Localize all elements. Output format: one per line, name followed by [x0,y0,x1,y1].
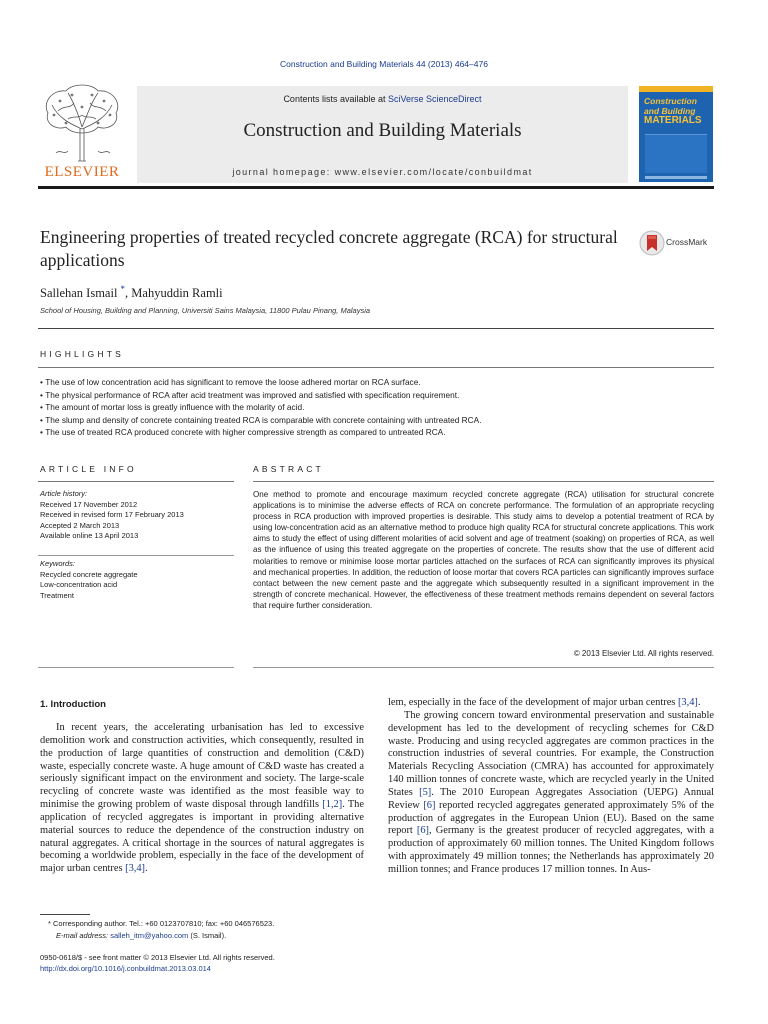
highlight-item: • The physical performance of RCA after acid treatment was improved and satisfied with specification requirement. [40,389,720,402]
intro-paragraph-1: In recent years, the accelerating urbanisation has led to excessive demolition work and construction activities, which consequently, resulted in the production of large quantities of construction and demolition (C&D) waste, especially concrete waste. A huge amount of C&D waste has created a seriously significant impact on the environment and society. The large-scale recycling of concrete waste was identified as the most feasible way to minimise the growing problem of waste disposal through landfills [1,2]. The application of recycled aggregates is important in providing alternative material sources to reduce the dependence of the construction industry on natural aggregates. A critical shortage in the sources of natural aggregates is becoming a worldwide problem, especially in the face of the development of major urban centres [3,4]. [40,722,364,875]
abstract-bottom-rule [253,667,714,668]
footnote-rule [40,914,90,915]
abstract-text: One method to promote and encourage maximum recycled concrete aggregate (RCA) utilisation for structural concrete applications is to minimise the adverse effects of RCA on concrete performance. The formulation of an appropriate recycling process in RCA production with improved properties is desirable. This study aims to develop a potential treatment of RCA by using low-concentration acid as an alternative method to produce high quality RCA for structural concrete applications. This work aims to study the effect of using different molarities of acid solvent and age of treatment (soaking) on properties of RCA, as well as the influence of using this treated aggregate on the properties of concrete. The results show that the use of different acid molarities to remove or minimise loose mortar particles attached on the surfaces of RCA can significantly improves its physical and mechanical properties. In addition, the reduction of loose mortar that covers RCA particles can significantly improves surface contact between the new cement paste and the aggregate which subsequently resulted in a significant improvement in the strength of concrete mechanical. However, the effectiveness of these treatment methods remains dependent on several factors that require further consideration. [253,490,714,610]
cover-body [645,134,707,173]
footnote-email: E-mail address: salleh_itm@yahoo.com (S. Ismail). [56,931,227,940]
keyword-item: Recycled concrete aggregate [40,569,138,579]
history-online: Available online 13 April 2013 [40,531,139,540]
cover-title-line: and Building [644,106,696,116]
abstract-rule [253,481,714,482]
cover-footer-bar [645,176,707,179]
journal-homepage[interactable]: journal homepage: www.elsevier.com/locate/conbuildmat [232,167,533,177]
cover-title [644,96,710,126]
keyword-item: Low-concentration acid [40,580,118,589]
journal-cover-image [639,86,713,182]
highlights-heading: HIGHLIGHTS [40,349,124,359]
email-link[interactable]: salleh_itm@yahoo.com [110,931,189,940]
highlights-list [40,376,720,439]
citation-link[interactable]: [3,4] [677,697,698,708]
abstract-heading: ABSTRACT [253,464,324,474]
highlight-item: • The slump and density of concrete containing treated RCA is comparable with concrete containing with untreated RCA. [40,414,720,427]
history-accepted: Accepted 2 March 2013 [40,520,120,530]
crossmark-icon [639,229,665,257]
section-heading-introduction: 1. Introduction [40,699,106,710]
keywords-block [40,559,236,601]
highlight-item: • The amount of mortar loss is greatly influence with the molarity of acid. [40,401,720,414]
article-history [40,489,236,542]
elsevier-logo [38,83,126,181]
journal-title: Construction and Building Materials [243,120,522,141]
citation-link[interactable]: [1,2] [322,799,343,811]
author-name[interactable]: Sallehan Ismail [40,286,118,301]
keywords-label: Keywords: [40,559,76,568]
cover-title-line: MATERIALS [644,115,702,126]
history-revised: Received in revised form 17 February 2013 [40,510,184,519]
issn-line: 0950-0618/$ - see front matter © 2013 Elsevier Ltd. All rights reserved. [40,953,275,962]
publisher-name: ELSEVIER [44,164,120,180]
sciencedirect-link[interactable]: SciVerse ScienceDirect [388,94,482,104]
cover-strip [639,86,713,92]
article-info-rule [38,481,234,482]
contents-line: Contents lists available at SciVerse ScienceDirect [283,94,482,104]
corresponding-author-mark[interactable]: * [120,284,126,294]
body-column-left [40,722,364,908]
header-divider [38,186,714,189]
abstract-copyright: © 2013 Elsevier Ltd. All rights reserved. [573,649,714,658]
crossmark-label: CrossMark [666,237,708,247]
highlight-item: • The use of low concentration acid has significant to remove the loose adhered mortar on RCA surface. [40,376,720,389]
intro-paragraph-1-tail: lem, especially in the face of the development of major urban centres [3,4]. [388,697,701,708]
cover-title-line: Construction [644,96,697,106]
citation-link[interactable]: [5] [419,786,432,798]
keyword-item: Treatment [40,590,74,600]
citation-link[interactable]: [6] [416,825,430,837]
highlights-rule [38,367,714,368]
citation-link[interactable]: [3,4] [125,863,146,875]
body-column-right-text [388,697,714,937]
history-label: Article history: [40,489,88,498]
footnote [40,918,380,942]
intro-paragraph-2: The growing concern toward environmental preservation and sustainable development has led to the development of recycling schemes for C&D waste. Producing and using recycled aggregates are common practices in the construction industries of several countries. For example, the Construction Materials Recycling Association (CMRA) has accounted for approximately 140 million tonnes of concrete waste, which are recycled yearly in the United States [5]. The 2010 European Aggregates Association (UEPG) Annual Review [6] reported recycled aggregates generated approximately 5% of the production of aggregates in the European Union (EU). Based on the same report [6], Germany is the greatest producer of recycled aggregates, with a production of approximately 60 million tonnes. The United Kingdom follows with approximately 49 million tonnes; the Netherlands has approximately 20 million tonnes; and France produces 17 million tonnes. In Aus- [388,709,714,875]
crossmark-badge[interactable] [639,229,719,259]
affiliation: School of Housing, Building and Planning, Universiti Sains Malaysia, 11800 Pulau Pinang, Malaysia [40,306,371,315]
tree-logo-icon [38,83,126,163]
highlight-item: • The use of treated RCA produced concrete with higher compressive strength as compared to untreated RCA. [40,426,720,439]
citation-link[interactable]: [6] [423,799,436,811]
author-separator: , [125,286,132,301]
paper-title: Engineering properties of treated recycled concrete aggregate (RCA) for structural applications [40,227,618,270]
footnote-corresponding: * Corresponding author. Tel.: +60 0123707810; fax: +60 046576523. [48,919,275,928]
info-bottom-rule [38,667,234,668]
article-info-heading: ARTICLE INFO [40,464,137,474]
author-list [40,284,223,301]
author-name[interactable]: Mahyuddin Ramli [131,286,223,301]
journal-citation[interactable]: Construction and Building Materials 44 (2013) 464–476 [280,59,488,69]
bottom-metadata [40,952,275,974]
keywords-rule [38,555,234,556]
history-received: Received 17 November 2012 [40,499,138,509]
doi-link[interactable]: http://dx.doi.org/10.1016/j.conbuildmat.2013.03.014 [40,964,211,973]
title-divider [38,328,714,329]
